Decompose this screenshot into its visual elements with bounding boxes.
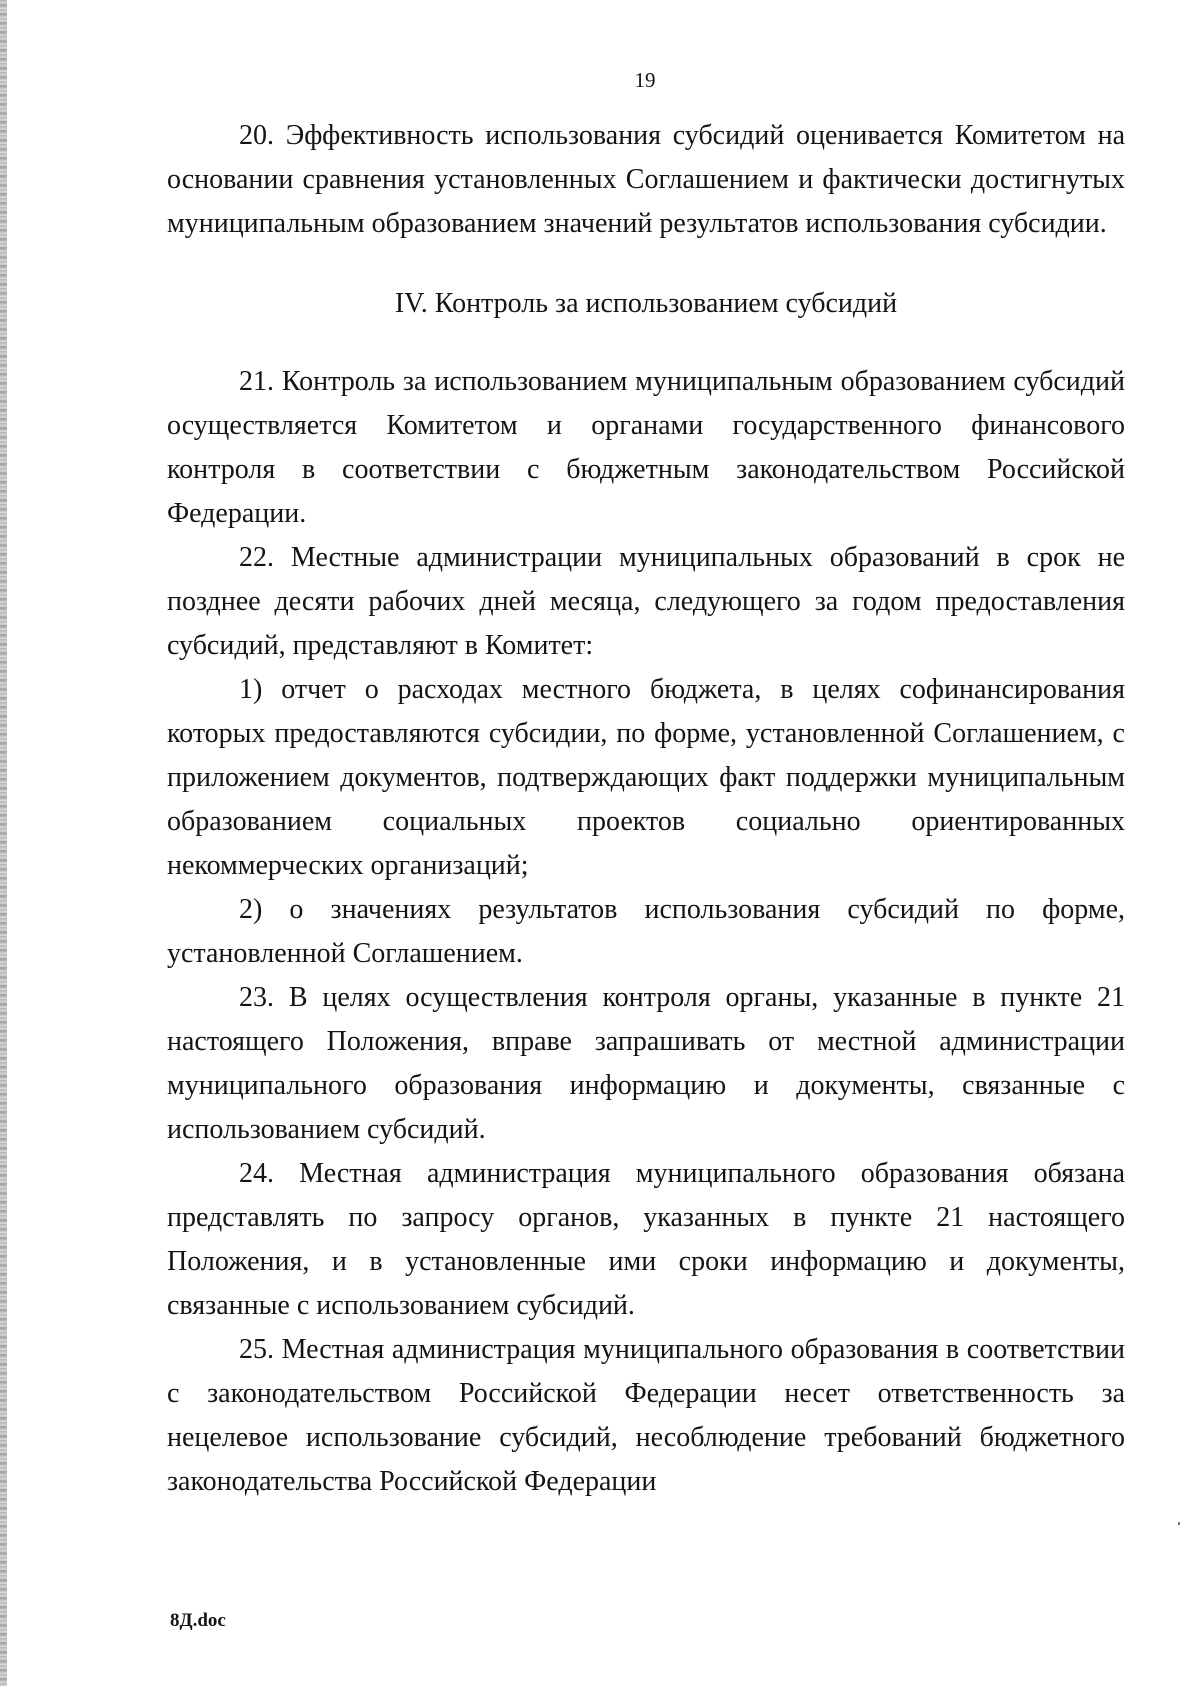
document-body [167,114,1125,1504]
paragraph-20: 20. Эффективность использования субсидий оценивается Комитетом на основании сравнения установленных Соглашением и фактически достигнутых муниципальным образованием значений результатов использования субсидии. [167,120,1125,239]
margin-mark [1178,1522,1180,1525]
paragraph-23: 23. В целях осуществления контроля органы, указанные в пункте 21 настоящего Положения, вправе запрашивать от местной администрации муниципального образования информацию и документы, связанные с использованием субсидий. [167,982,1125,1145]
list-item-2: 2) о значениях результатов использования субсидий по форме, установленной Соглашением. [167,894,1125,969]
section-heading: IV. Контроль за использованием субсидий [394,288,898,319]
page-number: 19 [634,68,656,92]
list-item-1: 1) отчет о расходах местного бюджета, в целях софинансирования которых предоставляются субсидии, по форме, установленной Соглашением, с приложением документов, подтверждающих факт поддержки муниципальным образованием социальных проектов социально ориентированных некоммерческих организаций; [167,674,1125,881]
paragraph-25: 25. Местная администрация муниципального образования в соответствии с законодательством Российской Федерации несет ответственность за нецелевое использование субсидий, несоблюдение требований бюджетного законодательства Российской Федерации [167,1334,1125,1497]
scan-edge [0,0,7,1686]
paragraph-24: 24. Местная администрация муниципального образования обязана представлять по запросу органов, указанных в пункте 21 настоящего Положения, и в установленные ими сроки информацию и документы, связанные с использованием субсидий. [167,1158,1125,1321]
footer-filename: 8Д.doc [170,1610,226,1631]
paragraph-21: 21. Контроль за использованием муниципальным образованием субсидий осуществляется Комитетом и органами государственного финансового контроля в соответствии с бюджетным законодательством Российской Федерации. [167,366,1125,529]
paragraph-22: 22. Местные администрации муниципальных образований в срок не позднее десяти рабочих дней месяца, следующего за годом предоставления субсидий, представляют в Комитет: [167,542,1125,661]
